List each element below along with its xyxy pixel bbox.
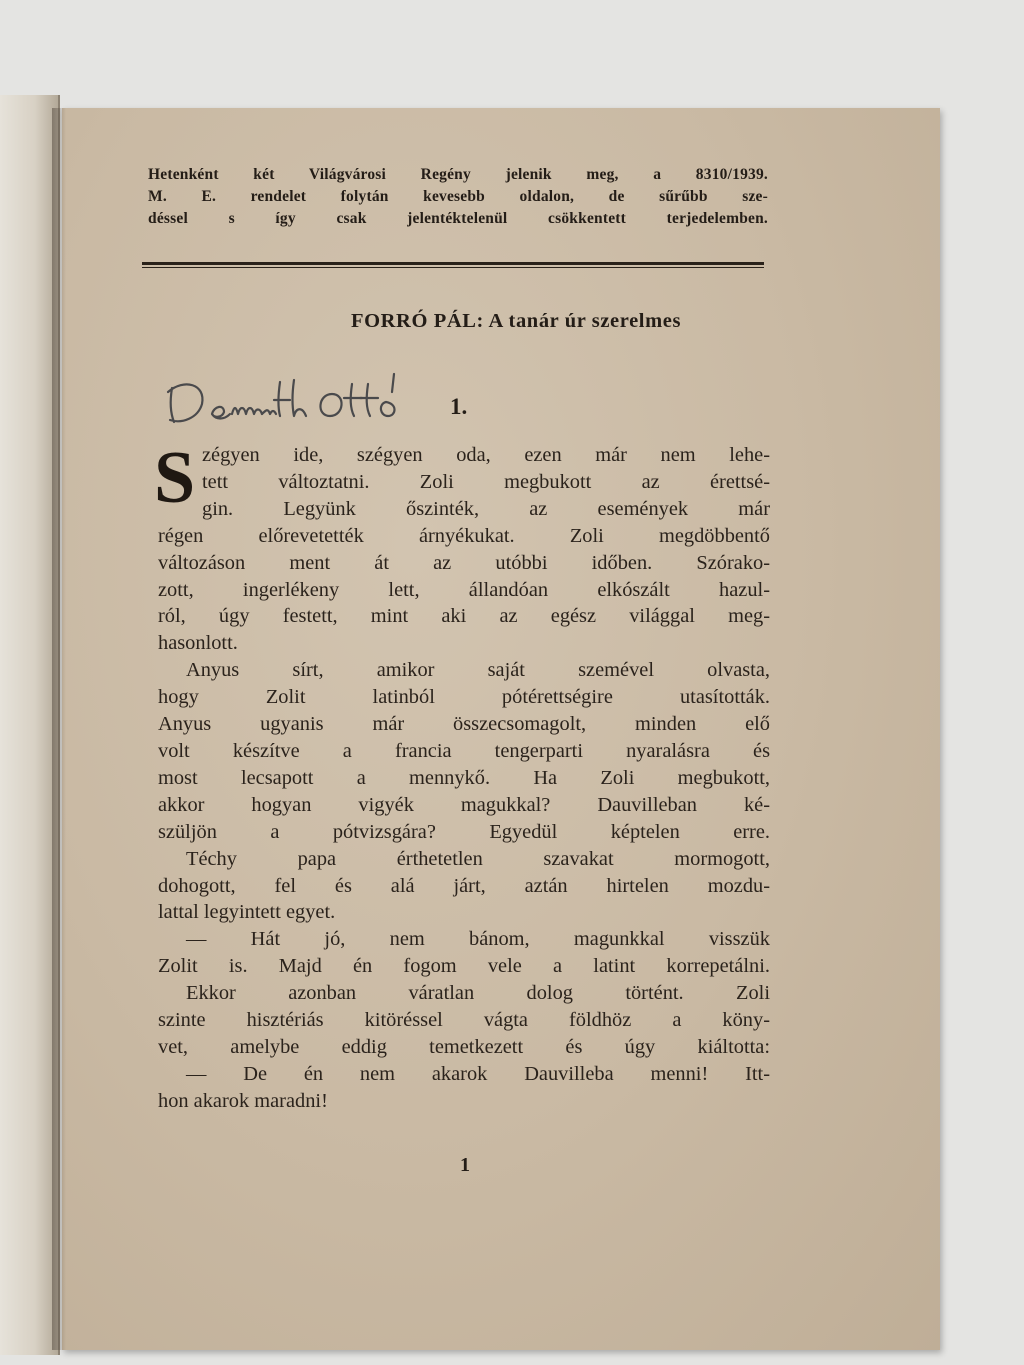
book-page <box>62 108 940 1350</box>
chapter-number: 1. <box>450 394 468 419</box>
publisher-notice <box>148 164 768 230</box>
text-line: Zolit is. Majd én fogom vele a latint korrepetálni. <box>158 955 770 978</box>
text-line: ról, úgy festett, mint aki az egész világgal meg- <box>158 605 770 628</box>
text-line: zégyen ide, szégyen oda, ezen már nem lehe- <box>202 444 770 466</box>
text-line: hasonlott. <box>158 632 238 655</box>
text-line: zott, ingerlékeny lett, állandóan elkószált hazul- <box>158 578 770 601</box>
text-line: akkor hogyan vigyék magukkal? Dauvilleban ké- <box>158 793 770 816</box>
text-line: Anyus ugyanis már összecsomagolt, minden elő <box>158 713 770 736</box>
text-line: szinte hisztériás kitöréssel vágta földhöz a köny- <box>158 1009 770 1032</box>
notice-line: M. E. rendelet folytán kevesebb oldalon, de sűrűbb sze- <box>148 188 768 205</box>
notice-line: déssel s így csak jelentéktelenül csökkentett terjedelemben. <box>148 210 768 227</box>
handwritten-signature <box>162 370 452 430</box>
text-line: változáson ment át az utóbbi időben. Szórako- <box>158 551 770 574</box>
drop-capital: S <box>154 437 196 519</box>
spine-shadow <box>52 108 66 1350</box>
double-rule-divider <box>142 262 764 268</box>
facing-page-edge <box>0 95 60 1355</box>
text-line: hogy Zolit latinból pótérettségire utasították. <box>158 686 770 709</box>
text-line: — De én nem akarok Dauvilleba menni! Itt- <box>186 1062 770 1085</box>
text-line: gin. Legyünk őszinték, az események már <box>202 497 770 520</box>
text-line: lattal legyintett egyet. <box>158 901 336 924</box>
text-line: szüljön a pótvizsgára? Egyedül képtelen erre. <box>158 820 770 843</box>
text-line: régen előrevetették árnyékukat. Zoli megdöbbentő <box>158 524 770 547</box>
text-line: — Hát jó, nem bánom, magunkkal visszük <box>186 928 770 951</box>
text-line: volt készítve a francia tengerparti nyaralásra és <box>158 739 770 762</box>
notice-line: Hetenként két Világvárosi Regény jelenik meg, a 8310/1939. <box>148 166 768 183</box>
text-line: vet, amelybe eddig temetkezett és úgy kiáltotta: <box>158 1035 770 1058</box>
text-line: Anyus sírt, amikor saját szemével olvasta, <box>186 659 770 682</box>
body-text <box>158 442 770 1115</box>
text-line: tett változtatni. Zoli megbukott az érettsé- <box>202 470 770 493</box>
text-line: hon akarok maradni! <box>158 1089 328 1112</box>
page-number: 1 <box>460 1154 470 1176</box>
text-line: dohogott, fel és alá járt, aztán hirtelen mozdu- <box>158 874 770 897</box>
text-line: most lecsapott a mennykő. Ha Zoli megbukott, <box>158 766 770 789</box>
book-title: FORRÓ PÁL: A tanár úr szerelmes <box>350 310 682 332</box>
text-line: Ekkor azonban váratlan dolog történt. Zoli <box>186 982 770 1005</box>
text-line: Téchy papa érthetetlen szavakat mormogott, <box>186 847 770 870</box>
